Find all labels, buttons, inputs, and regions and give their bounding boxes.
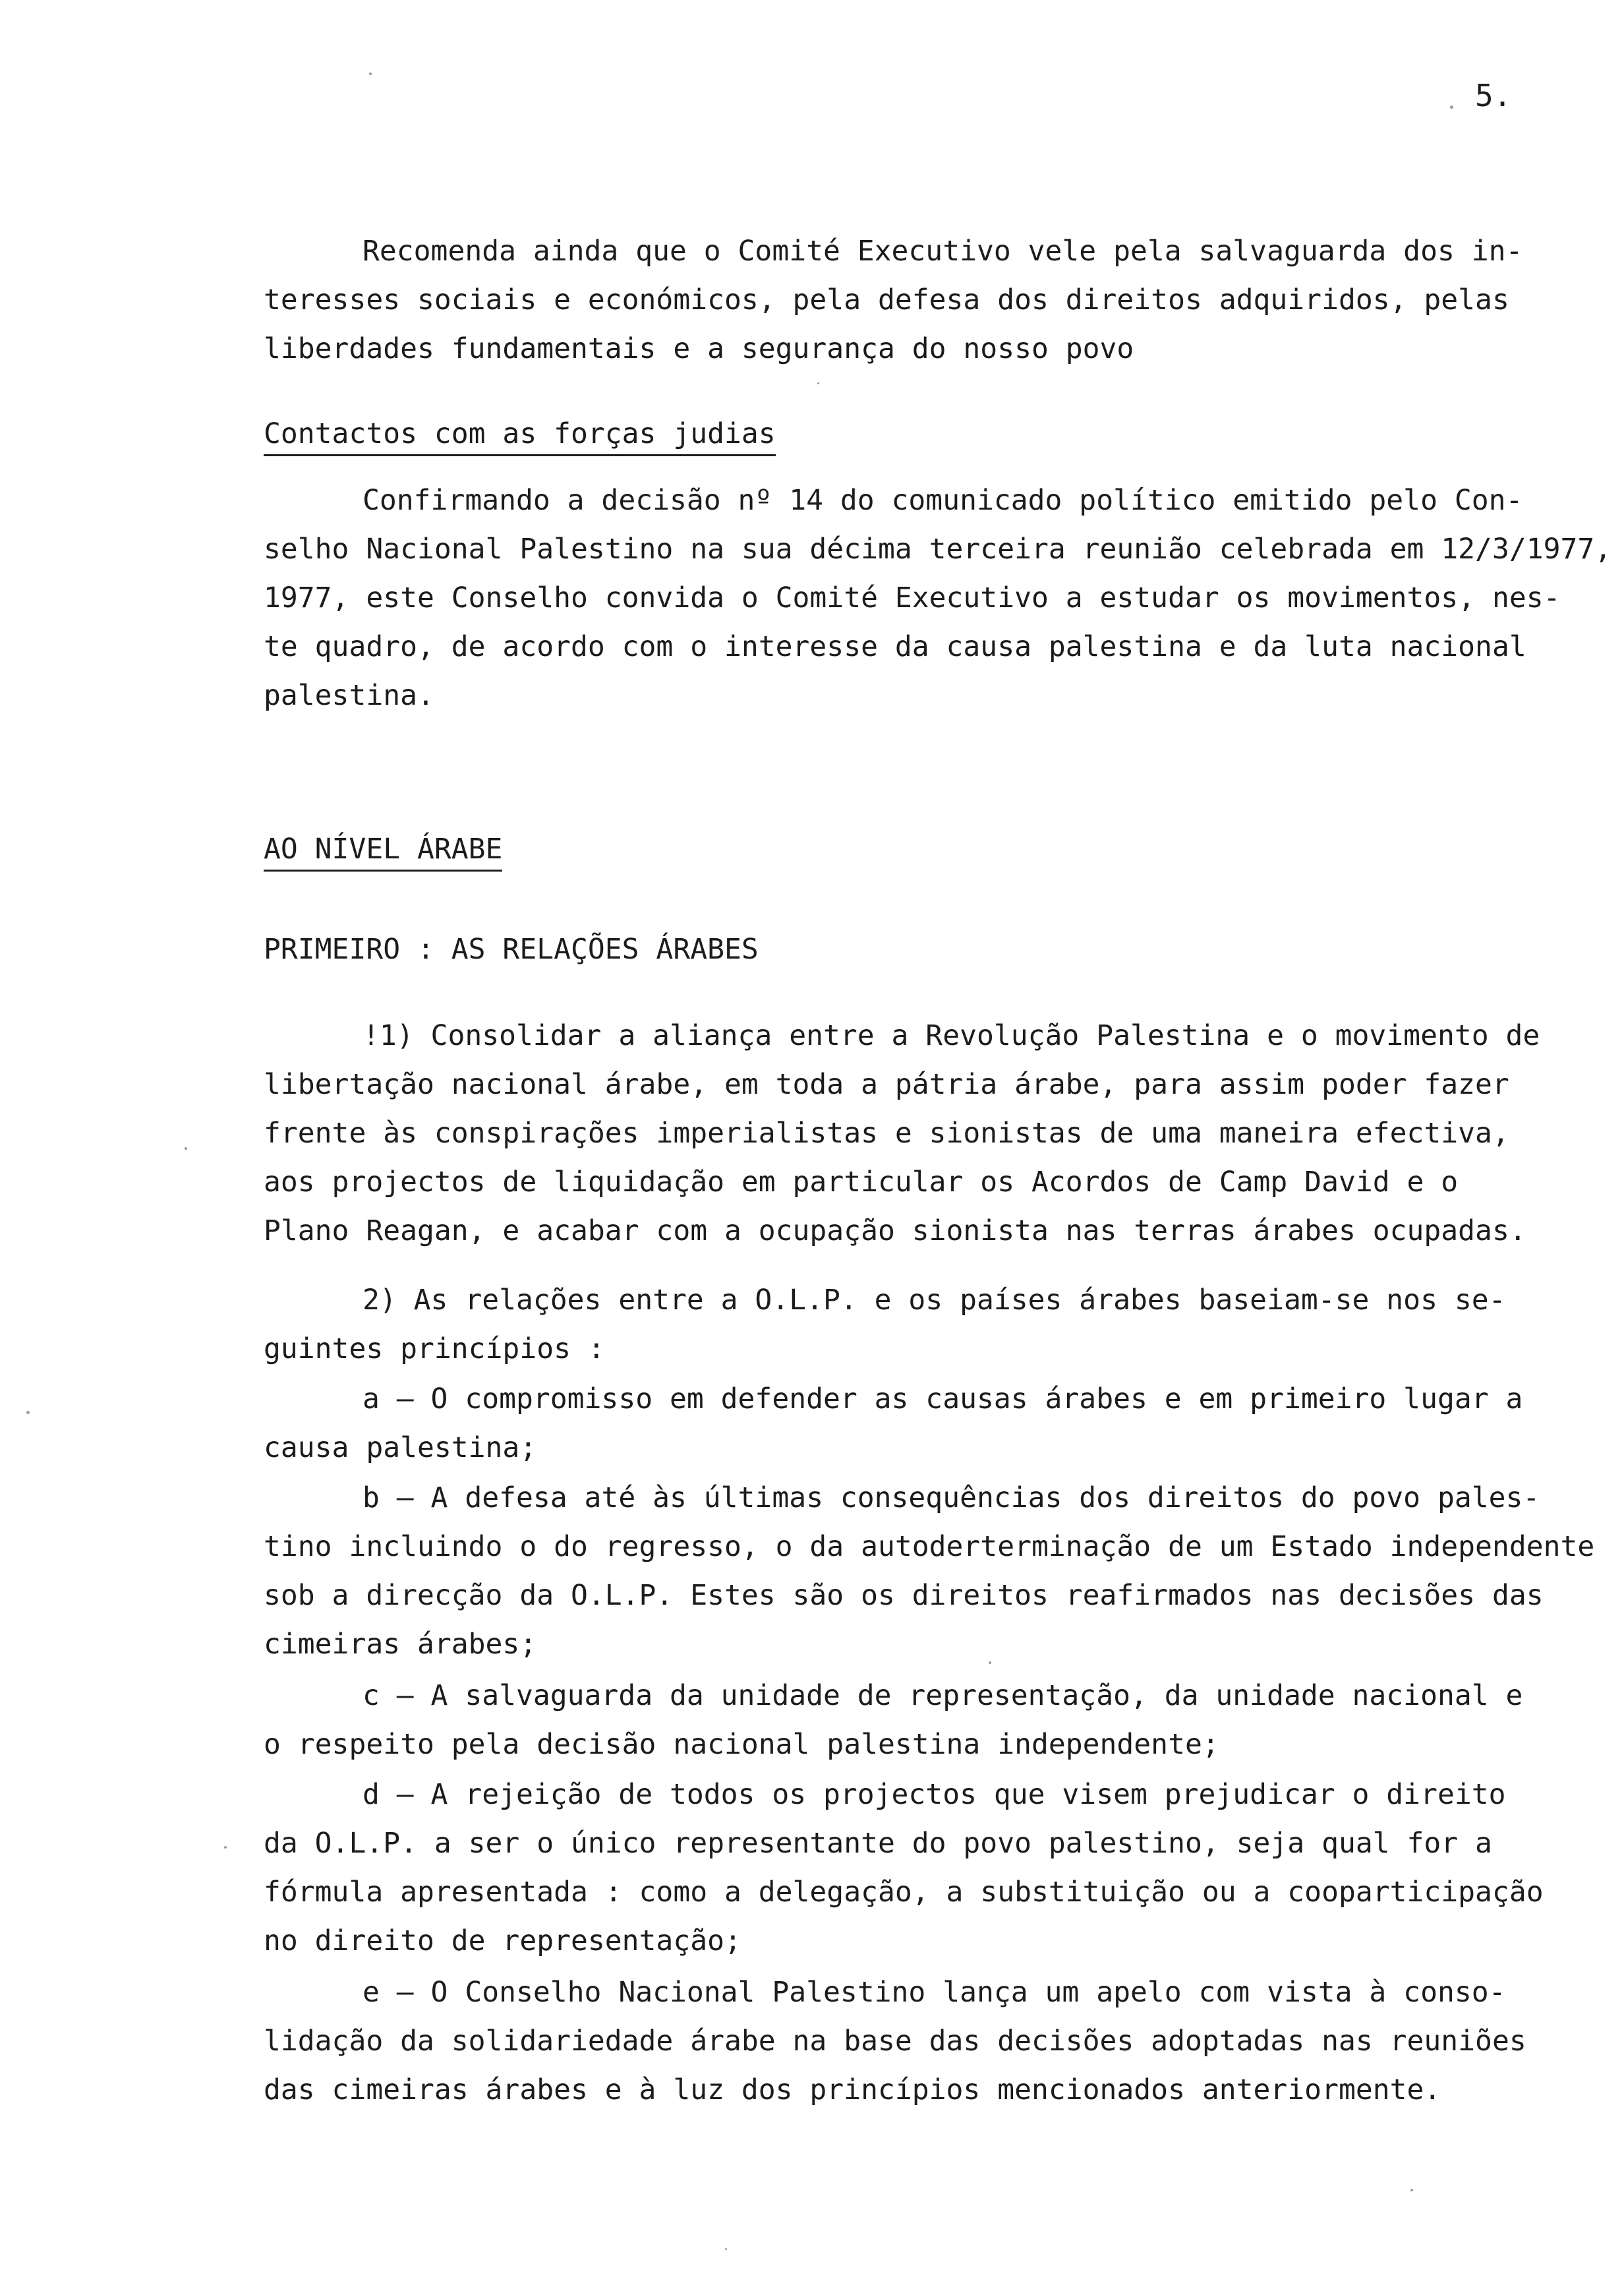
text-line: !1) Consolidar a aliança entre a Revolução Palestina e o movimento de	[362, 1019, 1540, 1052]
text-line: tino incluindo o do regresso, o da autoderterminação de um Estado independente	[264, 1530, 1595, 1563]
heading-text: Contactos com as forças judias	[264, 417, 776, 456]
text-line: teresses sociais e económicos, pela defesa dos direitos adquiridos, pelas	[264, 283, 1509, 316]
paragraph-intro	[264, 227, 1569, 373]
text-line: guintes princípios :	[264, 1332, 605, 1365]
text-line: te quadro, de acordo com o interesse da causa palestina e da luta nacional	[264, 630, 1526, 663]
list-item-2	[264, 1276, 1569, 1373]
text-line: Confirmando a decisão nº 14 do comunicado político emitido pelo Con-	[362, 484, 1523, 517]
text-line: sob a direcção da O.L.P. Estes são os direitos reafirmados nas decisões das	[264, 1579, 1544, 1612]
heading-text: AO NÍVEL ÁRABE	[264, 833, 502, 872]
text-line: selho Nacional Palestino na sua décima terceira reunião celebrada em 12/3/1977,	[264, 533, 1612, 566]
text-line: libertação nacional árabe, em toda a pátria árabe, para assim poder fazer	[264, 1068, 1509, 1101]
text-line: no direito de representação;	[264, 1924, 741, 1957]
text-line: b — A defesa até às últimas consequências dos direitos do povo pales-	[362, 1481, 1540, 1514]
text-line: e — O Conselho Nacional Palestino lança um apelo com vista à conso-	[362, 1976, 1506, 2009]
text-line: c — A salvaguarda da unidade de representação, da unidade nacional e	[362, 1679, 1523, 1712]
text-line: aos projectos de liquidação em particular os Acordos de Camp David e o	[264, 1166, 1459, 1199]
scan-speck	[369, 73, 372, 75]
list-item-a	[264, 1375, 1569, 1472]
heading-text: PRIMEIRO : AS RELAÇÕES ÁRABES	[264, 933, 759, 966]
list-item-c	[264, 1671, 1569, 1769]
subsection-heading-first	[264, 930, 759, 969]
list-item-e	[264, 1968, 1569, 2114]
scan-speck	[989, 1661, 991, 1664]
list-item-d	[264, 1770, 1569, 1965]
text-line: 1977, este Conselho convida o Comité Executivo a estudar os movimentos, nes-	[264, 581, 1561, 614]
text-line: Plano Reagan, e acabar com a ocupação sionista nas terras árabes ocupadas.	[264, 1214, 1526, 1247]
text-line: das cimeiras árabes e à luz dos princípios mencionados anteriormente.	[264, 2073, 1441, 2106]
text-line: liberdades fundamentais e a segurança do nosso povo	[264, 332, 1134, 365]
text-line: o respeito pela decisão nacional palestina independente;	[264, 1728, 1219, 1761]
scan-speck	[26, 1411, 30, 1414]
section-heading-contacts	[264, 414, 776, 454]
text-line: Recomenda ainda que o Comité Executivo vele pela salvaguarda dos in-	[362, 235, 1523, 268]
scan-speck	[817, 382, 819, 384]
scan-speck	[224, 1846, 227, 1849]
text-line: da O.L.P. a ser o único representante do povo palestino, seja qual for a	[264, 1827, 1492, 1860]
page-number: 5.	[1475, 78, 1512, 113]
list-item-1	[264, 1011, 1569, 1255]
scan-speck	[725, 2248, 727, 2250]
text-line: causa palestina;	[264, 1431, 537, 1464]
scan-speck	[1450, 105, 1453, 109]
scan-speck	[1410, 2189, 1413, 2191]
scan-speck	[185, 1147, 187, 1150]
text-line: frente às conspirações imperialistas e sionistas de uma maneira efectiva,	[264, 1117, 1509, 1150]
list-item-b	[264, 1473, 1595, 1669]
paragraph-contacts	[264, 476, 1612, 720]
text-line: cimeiras árabes;	[264, 1628, 537, 1661]
text-line: palestina.	[264, 679, 434, 712]
section-heading-arab-level	[264, 829, 502, 869]
text-line: d — A rejeição de todos os projectos que visem prejudicar o direito	[362, 1778, 1506, 1811]
text-line: a — O compromisso em defender as causas árabes e em primeiro lugar a	[362, 1382, 1523, 1415]
text-line: fórmula apresentada : como a delegação, a substituição ou a cooparticipação	[264, 1876, 1544, 1909]
text-line: lidação da solidariedade árabe na base das decisões adoptadas nas reuniões	[264, 2025, 1526, 2058]
text-line: 2) As relações entre a O.L.P. e os países árabes baseiam-se nos se-	[362, 1284, 1506, 1317]
